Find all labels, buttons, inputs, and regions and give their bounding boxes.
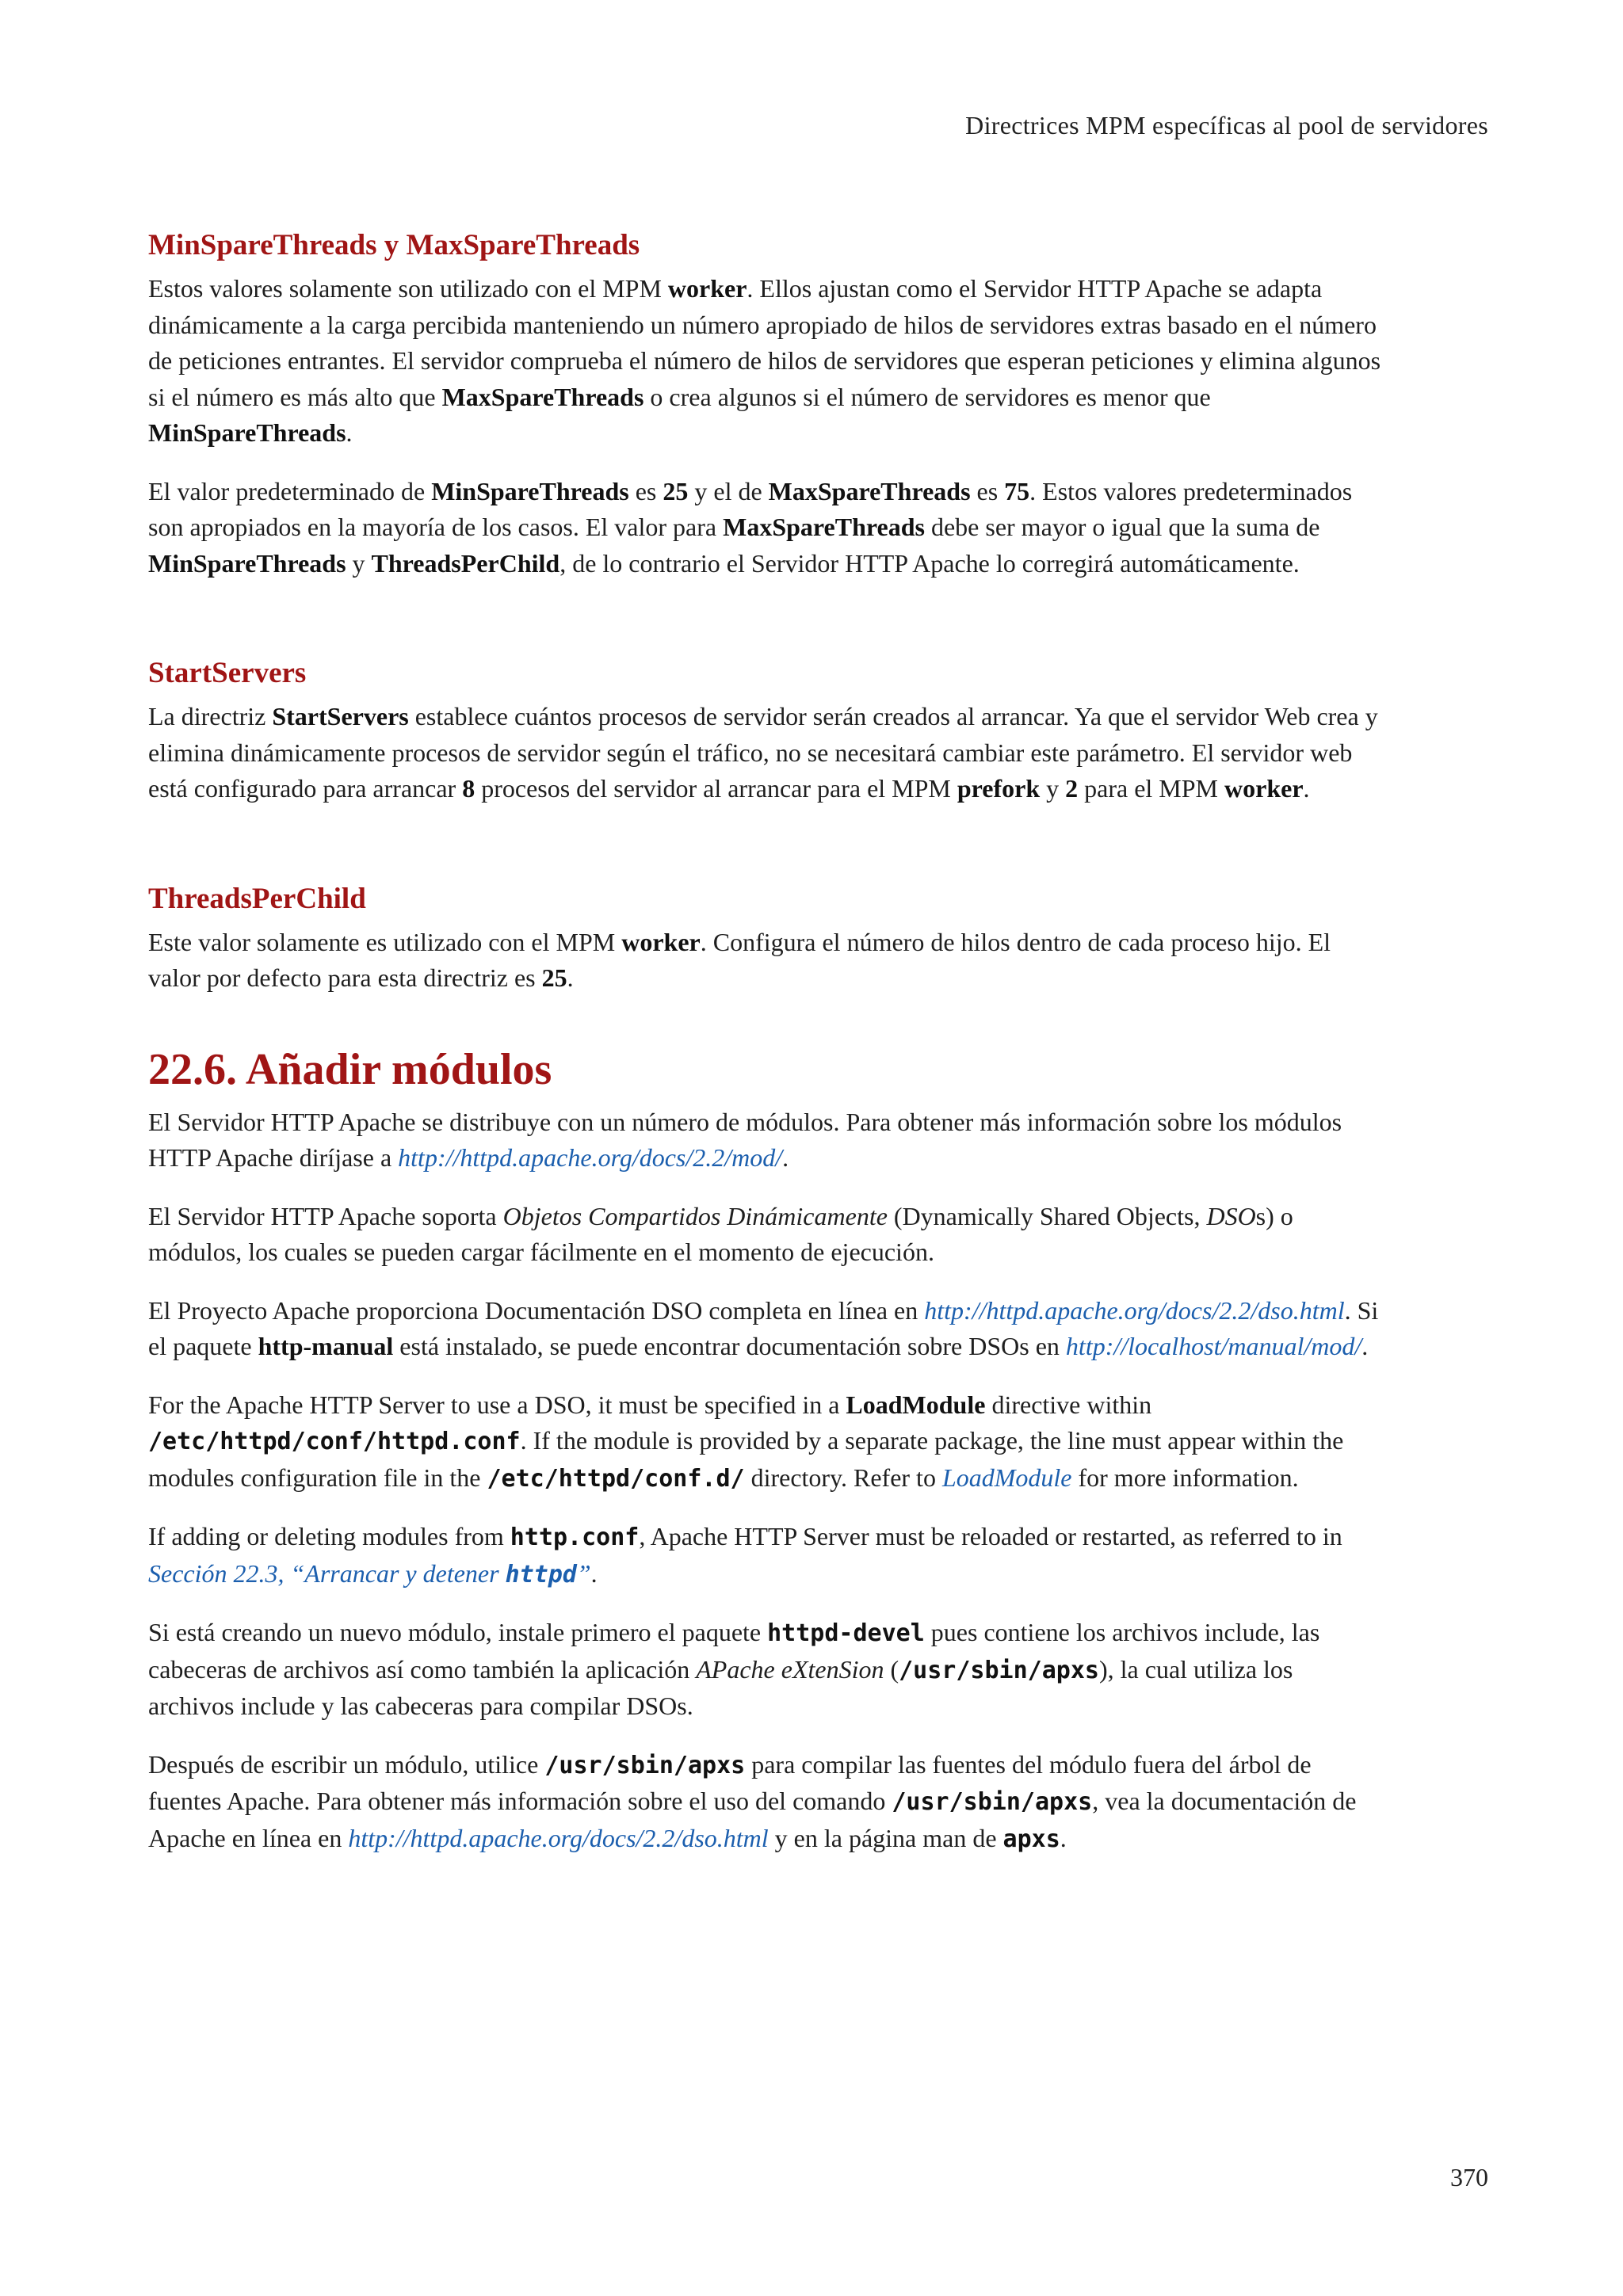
term-minsparethreads: MinSpareThreads [431, 476, 629, 505]
term-threadsperchild: ThreadsPerChild [371, 548, 560, 578]
term-worker: worker [667, 274, 747, 303]
running-header: Directrices MPM específicas al pool de servidores [965, 111, 1488, 139]
term-httpd: httpd [505, 1560, 577, 1589]
value-8: 8 [462, 774, 475, 803]
path-apxs: /usr/sbin/apxs [892, 1788, 1093, 1816]
term-httpd-devel: httpd-devel [767, 1619, 925, 1647]
paragraph-modules-5: If adding or deleting modules from http.conf, Apache HTTP Server must be reloaded or restarted, as referred to in Sección 22.3, “Arrancar y detener httpd”. [148, 1522, 1342, 1589]
value-25: 25 [663, 476, 689, 505]
term-dso-spanish: Objetos Compartidos Dinámicamente [502, 1201, 888, 1230]
value-25: 25 [541, 963, 567, 992]
paragraph-modules-4: For the Apache HTTP Server to use a DSO, it must be specified in a LoadModule directive within /etc/httpd/conf/httpd.conf. If the module is provided by a separate package, the line must appear within the modules configuration file in the /etc/httpd/conf.d/ directory. Refer to LoadModule for more information. [148, 1390, 1344, 1493]
paragraph-startservers: La directriz StartServers establece cuántos procesos de servidor serán creados al arrancar. Ya que el servidor Web crea y elimina dinámicamente procesos de servidor según el tráfico, no se necesitará cambiar este parámetro. El servidor web está configurado para arrancar 8 procesos del servidor al arrancar para el MPM prefork y 2 para el MPM worker. [148, 702, 1378, 803]
paragraph-threadsperchild: Este valor solamente es utilizado con el MPM worker. Configura el número de hilos dentro de cada proceso hijo. El valor por defecto para esta directriz es 25. [148, 927, 1331, 992]
section-title-startservers: StartServers [148, 657, 307, 689]
term-worker: worker [621, 927, 701, 956]
term-worker: worker [1224, 774, 1304, 803]
paragraph-spare-threads-2: El valor predeterminado de MinSpareThreads es 25 y el de MaxSpareThreads es 75. Estos valores predeterminados son apropiados en la mayoría de los casos. El valor para MaxSpareThreads debe ser mayor o igual que la suma de MinSpareThreads y ThreadsPerChild, de lo contrario el Servidor HTTP Apache lo corregirá automáticamente. [148, 476, 1353, 578]
term-apxs-name: APache eXtenSion [696, 1654, 884, 1684]
term-dso: DSO [1206, 1201, 1256, 1230]
link-mod-docs[interactable]: http://httpd.apache.org/docs/2.2/mod/ [398, 1143, 783, 1172]
link-dso-docs[interactable]: http://httpd.apache.org/docs/2.2/dso.html [348, 1823, 769, 1852]
term-maxsparethreads: MaxSpareThreads [768, 476, 971, 505]
path-apxs: /usr/sbin/apxs [544, 1751, 746, 1779]
page-number: 370 [1450, 2163, 1488, 2191]
link-loadmodule[interactable]: LoadModule [941, 1463, 1072, 1492]
term-maxsparethreads: MaxSpareThreads [723, 513, 925, 541]
term-startservers: StartServers [272, 702, 409, 730]
value-2: 2 [1065, 774, 1079, 803]
chapter-title-modules: 22.6. Añadir módulos [148, 1044, 552, 1094]
page-content [148, 227, 1384, 1857]
term-minsparethreads: MinSpareThreads [148, 418, 346, 447]
path-httpd-conf: /etc/httpd/conf/httpd.conf [148, 1428, 521, 1455]
link-dso-docs[interactable]: http://httpd.apache.org/docs/2.2/dso.html [924, 1295, 1345, 1325]
paragraph-spare-threads-1: Estos valores solamente son utilizado con el MPM worker. Ellos ajustan como el Servidor HTTP Apache se adapta dinámicamente a la carga percibida manteniendo un número apropiado de hilos de servidores extras basado en el número de peticiones entrantes. El servidor comprueba el número de hilos de servidores que esperan peticiones y elimina algunos si el número es más alto que MaxSpareThreads o crea algunos si el número de servidores es menor que MinSpareThreads. [148, 274, 1381, 447]
section-title-threadsperchild: ThreadsPerChild [148, 882, 366, 915]
file-http-conf: http.conf [510, 1524, 640, 1551]
term-prefork: prefork [957, 774, 1041, 803]
paragraph-modules-1: El Servidor HTTP Apache se distribuye con un número de módulos. Para obtener más información sobre los módulos HTTP Apache diríjase a http://httpd.apache.org/docs/2.2/mod/. [148, 1107, 1342, 1172]
term-apxs: apxs [1002, 1825, 1060, 1853]
term-minsparethreads: MinSpareThreads [148, 548, 346, 578]
paragraph-modules-7: Después de escribir un módulo, utilice /usr/sbin/apxs para compilar las fuentes del módulo fuera del árbol de fuentes Apache. Para obtener más información sobre el uso del comando /usr/sbin/apxs, vea la documentación de Apache en línea en http://httpd.apache.org/docs/2.2/dso.html y en la página man de apxs. [148, 1749, 1357, 1853]
link-section-22-3[interactable]: Sección 22.3, “Arrancar y detener httpd” [148, 1558, 591, 1589]
path-apxs: /usr/sbin/apxs [899, 1656, 1099, 1684]
path-conf-d: /etc/httpd/conf.d/ [487, 1464, 745, 1493]
term-loadmodule: LoadModule [846, 1390, 986, 1419]
term-http-manual: http-manual [258, 1332, 394, 1360]
term-maxsparethreads: MaxSpareThreads [441, 382, 644, 411]
value-75: 75 [1004, 476, 1030, 505]
paragraph-modules-6: Si está creando un nuevo módulo, instale primero el paquete httpd-devel pues contiene los archivos include, las cabeceras de archivos así como también la aplicación APache eXtenSion (/usr/sbin/apxs), la cual utiliza los archivos include y las cabeceras para compilar DSOs. [148, 1618, 1320, 1720]
section-title-spare-threads: MinSpareThreads y MaxSpareThreads [148, 229, 640, 261]
paragraph-modules-2: El Servidor HTTP Apache soporta Objetos Compartidos Dinámicamente (Dynamically Shared Objects, DSOs) o módulos, los cuales se pueden cargar fácilmente en el momento de ejecución. [148, 1201, 1293, 1266]
paragraph-modules-3: El Proyecto Apache proporciona Documentación DSO completa en línea en http://httpd.apache.org/docs/2.2/dso.html. Si el paquete http-manual está instalado, se puede encontrar documentación sobre DSOs en http://localhost/manual/mod/. [148, 1295, 1379, 1360]
link-localhost-manual[interactable]: http://localhost/manual/mod/ [1065, 1332, 1362, 1360]
